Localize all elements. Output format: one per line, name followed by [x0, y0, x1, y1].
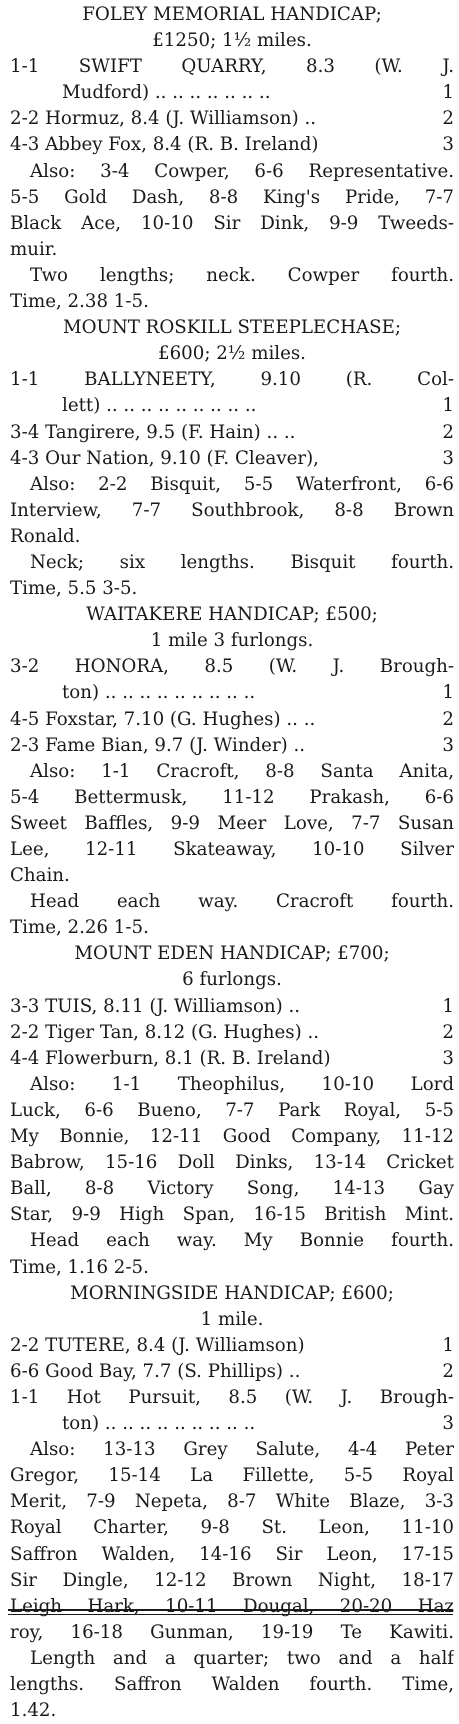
also-ran-line: Royal Charter, 9-8 St. Leon, 11-10 [10, 1517, 454, 1539]
finish-place: 3 [442, 134, 454, 156]
finish-place: 1 [442, 995, 454, 1017]
race-stakes: 1 mile 3 furlongs. [150, 630, 314, 652]
race-section [10, 602, 454, 941]
race-section [10, 1281, 454, 1724]
also-ran-line: Sweet Baffles, 9-9 Meer Love, 7-7 Susan [10, 812, 454, 834]
result-line: Time, 2.38 1-5. [10, 291, 149, 313]
race-section [10, 2, 454, 315]
race-section [10, 315, 454, 602]
placing-row [10, 1411, 454, 1437]
placing-line: 4-3 Abbey Fox, 8.4 (R. B. Ireland) [10, 134, 319, 156]
also-ran-line: roy, 16-18 Gunman, 19-19 Te Kawiti. [10, 1621, 454, 1643]
placing-row [10, 106, 454, 132]
finish-place: 1 [442, 82, 454, 104]
also-ran-line: muir. [10, 238, 58, 260]
placing-line: 3-2 HONORA, 8.5 (W. J. Brough- [10, 656, 454, 678]
also-ran-line: Saffron Walden, 14-16 Sir Leon, 17-15 [10, 1543, 454, 1565]
race-stakes: £600; 2½ miles. [158, 343, 306, 365]
placing-line: Mudford) .. .. .. .. .. .. .. [62, 82, 271, 104]
placing-line: 1-1 Hot Pursuit, 8.5 (W. J. Brough- [10, 1386, 454, 1408]
result-line: Head each way. Cracroft fourth. [30, 891, 454, 913]
also-ran-line: Luck, 6-6 Bueno, 7-7 Park Royal, 5-5 [10, 1099, 454, 1121]
result-line: Neck; six lengths. Bisquit fourth. [30, 551, 454, 573]
placing-row [10, 132, 454, 158]
race-title: MOUNT EDEN HANDICAP; £700; [74, 943, 390, 965]
also-ran-line: Ronald. [10, 525, 81, 547]
race-title: FOLEY MEMORIAL HANDICAP; [82, 4, 382, 25]
finish-place: 3 [442, 1047, 454, 1069]
also-ran-line: Ball, 8-8 Victory Song, 14-13 Gay [10, 1178, 454, 1200]
also-ran-line: My Bonnie, 12-11 Good Company, 11-12 [10, 1126, 454, 1148]
finish-place: 1 [442, 682, 454, 704]
column-end-rule [8, 1609, 453, 1611]
race-title: WAITAKERE HANDICAP; £500; [86, 604, 378, 626]
also-ran-line: Also: 13-13 Grey Salute, 4-4 Peter [30, 1439, 454, 1461]
race-stakes: 6 furlongs. [182, 969, 282, 991]
race-title: MORNINGSIDE HANDICAP; £600; [70, 1282, 394, 1304]
placing-line: 1-1 SWIFT QUARRY, 8.3 (W. J. [10, 56, 454, 78]
also-ran-line: Black Ace, 10-10 Sir Dink, 9-9 Tweeds- [10, 212, 454, 234]
also-ran-line: Also: 3-4 Cowper, 6-6 Representative. [30, 160, 454, 182]
result-line: 1.42. [10, 1700, 57, 1722]
placing-line: 4-4 Flowerburn, 8.1 (R. B. Ireland) [10, 1047, 331, 1069]
placing-line: 2-3 Fame Bian, 9.7 (J. Winder) .. [10, 734, 306, 756]
placing-row [10, 707, 454, 733]
placing-line: ton) .. .. .. .. .. .. .. .. .. [62, 1413, 256, 1435]
race-section [10, 941, 454, 1280]
result-line: Time, 2.26 1-5. [10, 917, 149, 939]
also-ran-line: 5-5 Gold Dash, 8-8 King's Pride, 7-7 [10, 186, 454, 208]
finish-place: 1 [442, 395, 454, 417]
placing-row [10, 1359, 454, 1385]
finish-place: 3 [442, 1413, 454, 1435]
placing-line: 1-1 BALLYNEETY, 9.10 (R. Col- [10, 369, 454, 391]
race-title: MOUNT ROSKILL STEEPLECHASE; [63, 317, 401, 339]
placing-line: 2-2 Tiger Tan, 8.12 (G. Hughes) .. [10, 1021, 320, 1043]
also-ran-line: Star, 9-9 High Span, 16-15 British Mint. [10, 1204, 454, 1226]
placing-line: 6-6 Good Bay, 7.7 (S. Phillips) .. [10, 1360, 301, 1382]
also-ran-line: Gregor, 15-14 La Fillette, 5-5 Royal [10, 1465, 454, 1487]
finish-place: 3 [442, 734, 454, 756]
placing-row [10, 994, 454, 1020]
placing-row [10, 1020, 454, 1046]
result-line: Head each way. My Bonnie fourth. [30, 1230, 454, 1252]
placing-line: 2-2 TUTERE, 8.4 (J. Williamson) [10, 1334, 305, 1356]
placing-row [10, 420, 454, 446]
placing-line: 4-5 Foxstar, 7.10 (G. Hughes) .. .. [10, 708, 316, 730]
also-ran-line: Interview, 7-7 Southbrook, 8-8 Brown [10, 499, 454, 521]
also-ran-line: Chain. [10, 865, 70, 887]
placing-line: 3-3 TUIS, 8.11 (J. Williamson) .. [10, 995, 301, 1017]
also-ran-line: Babrow, 15-16 Doll Dinks, 13-14 Cricket [10, 1152, 454, 1174]
placing-row [10, 1046, 454, 1072]
placing-row [10, 393, 454, 419]
result-line: Time, 5.5 3-5. [10, 578, 138, 600]
placing-row [10, 1333, 454, 1359]
finish-place: 1 [442, 1334, 454, 1356]
finish-place: 3 [442, 447, 454, 469]
race-stakes: £1250; 1½ miles. [152, 30, 312, 52]
placing-line: 3-4 Tangirere, 9.5 (F. Hain) .. .. [10, 421, 296, 443]
also-ran-line: Also: 1-1 Theophilus, 10-10 Lord [30, 1073, 454, 1095]
also-ran-line: Also: 1-1 Cracroft, 8-8 Santa Anita, [30, 760, 454, 782]
also-ran-line: Also: 2-2 Bisquit, 5-5 Waterfront, 6-6 [30, 473, 454, 495]
placing-row [10, 80, 454, 106]
placing-row [10, 680, 454, 706]
finish-place: 2 [442, 421, 454, 443]
result-line: lengths. Saffron Walden fourth. Time, [10, 1674, 454, 1695]
finish-place: 2 [442, 1360, 454, 1382]
race-stakes: 1 mile. [200, 1308, 264, 1330]
placing-line: 4-3 Our Nation, 9.10 (F. Cleaver), [10, 447, 319, 469]
result-line: Length and a quarter; two and a half [30, 1647, 454, 1669]
also-ran-line: Leigh Hark, 10-11 Dougal, 20-20 Haz [10, 1595, 454, 1617]
finish-place: 2 [442, 708, 454, 730]
column-end-rule-thin [8, 1614, 453, 1615]
placing-line: ton) .. .. .. .. .. .. .. .. .. [62, 682, 256, 704]
placing-row [10, 733, 454, 759]
placing-row [10, 446, 454, 472]
placing-line: lett) .. .. .. .. .. .. .. .. .. [62, 395, 257, 417]
also-ran-line: 5-4 Bettermusk, 11-12 Prakash, 6-6 [10, 786, 454, 808]
placing-line: 2-2 Hormuz, 8.4 (J. Williamson) .. [10, 108, 317, 130]
also-ran-line: Sir Dingle, 12-12 Brown Night, 18-17 [10, 1569, 454, 1591]
result-line: Time, 1.16 2-5. [10, 1256, 149, 1278]
finish-place: 2 [442, 108, 454, 130]
also-ran-line: Lee, 12-11 Skateaway, 10-10 Silver [10, 839, 454, 860]
finish-place: 2 [442, 1021, 454, 1043]
also-ran-line: Merit, 7-9 Nepeta, 8-7 White Blaze, 3-3 [10, 1491, 454, 1513]
result-line: Two lengths; neck. Cowper fourth. [30, 264, 454, 286]
